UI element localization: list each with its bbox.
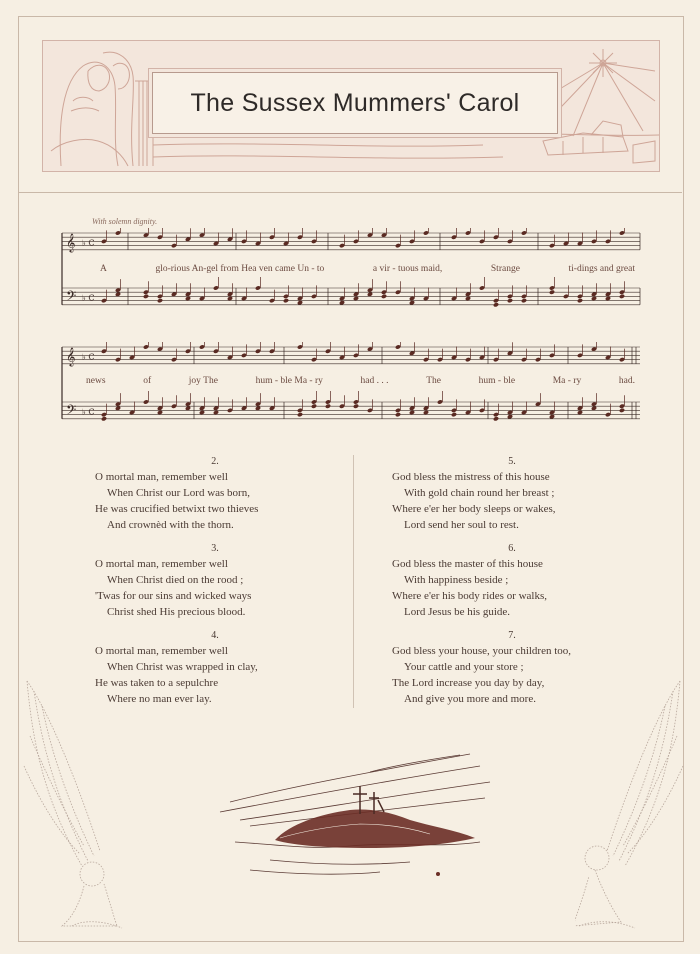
verse-line: And give you more and more. [404,693,536,705]
verse-line: 'Twas for our sins and wicked ways [95,590,252,602]
verse-line: When Christ died on the rood ; [107,574,244,586]
verse-line: With happiness beside ; [404,574,509,586]
lyric-syllable: news [86,376,106,386]
svg-text:♭ C: ♭ C [82,407,95,417]
verse-number: 2. [211,456,219,467]
angel-left-icon [22,676,142,938]
verse-line: With gold chain round her breast ; [404,487,555,499]
lyric-syllable: A [100,264,107,274]
calvary-hill-illustration [210,752,500,880]
svg-text:𝄢: 𝄢 [66,288,77,308]
header-divider [18,192,682,193]
verse-line: Lord send her soul to rest. [404,519,519,531]
lyric-syllable: The [426,376,441,386]
verse-line: O mortal man, remember well [95,558,228,570]
lyric-syllable: had . . . [360,376,389,386]
lyric-syllable: Ma - ry [552,376,582,386]
music-system-2 [60,342,645,422]
verse-number: 5. [508,456,516,467]
verse-line: The Lord increase you day by day, [392,677,545,689]
verse-number: 4. [211,630,219,641]
verse-line: O mortal man, remember well [95,645,228,657]
verse-line: He was crucified betwixt two thieves [95,503,259,515]
verse-number: 3. [211,543,219,554]
page-title: The Sussex Mummers' Carol [190,88,520,117]
svg-text:♭ C: ♭ C [82,352,95,362]
verse-line: And crownèd with the thorn. [107,519,234,531]
tempo-marking: With solemn dignity. [92,217,158,226]
verse-line: Where e'er her body sleeps or wakes, [392,503,556,515]
svg-text:𝄞: 𝄞 [66,347,76,367]
verse-line: When Christ our Lord was born, [107,487,250,499]
verse-line: Christ shed His precious blood. [107,606,246,618]
lyrics-line-2 [86,376,635,386]
lyric-syllable: ti-dings and great [568,264,635,274]
lyrics-line-1 [100,264,635,274]
verse-line: When Christ was wrapped in clay, [107,661,258,673]
verse-line: God bless your house, your children too, [392,645,572,657]
svg-text:𝄢: 𝄢 [66,402,77,422]
verse-line: He was taken to a sepulchre [95,677,219,689]
svg-text:♭ C: ♭ C [82,293,95,303]
verse-5 [392,455,632,533]
verse-6 [392,542,632,620]
column-divider [353,455,354,708]
lyric-syllable: Strange [490,264,520,274]
verse-number: 6. [508,543,516,554]
verse-2 [95,455,335,533]
verse-line: God bless the master of this house [392,558,543,570]
lyric-syllable: hum - ble [478,376,516,386]
music-system-1 [60,228,645,308]
lyric-syllable: hum - ble Ma - ry [255,376,323,386]
lyric-syllable: glo-rious An-gel from Hea ven came Un - to [155,264,325,274]
angel-right-icon [575,676,685,938]
lyric-syllable: had. [618,376,635,386]
lyric-syllable: of [143,376,152,386]
verse-line: Lord Jesus be his guide. [404,606,511,618]
verse-line: Where no man ever lay. [107,693,212,705]
verse-line: Where e'er his body rides or walks, [392,590,548,602]
lyric-syllable: joy The [188,376,218,386]
verse-3 [95,542,335,620]
title-box [152,72,558,134]
svg-text:𝄞: 𝄞 [66,233,76,253]
svg-text:♭ C: ♭ C [82,238,95,248]
verse-line: O mortal man, remember well [95,471,228,483]
lyric-syllable: a vir - tuous maid, [372,264,443,274]
verse-number: 7. [508,630,516,641]
verses-section [95,455,635,710]
verse-line: Your cattle and your store ; [404,661,524,673]
verse-line: God bless the mistress of this house [392,471,550,483]
